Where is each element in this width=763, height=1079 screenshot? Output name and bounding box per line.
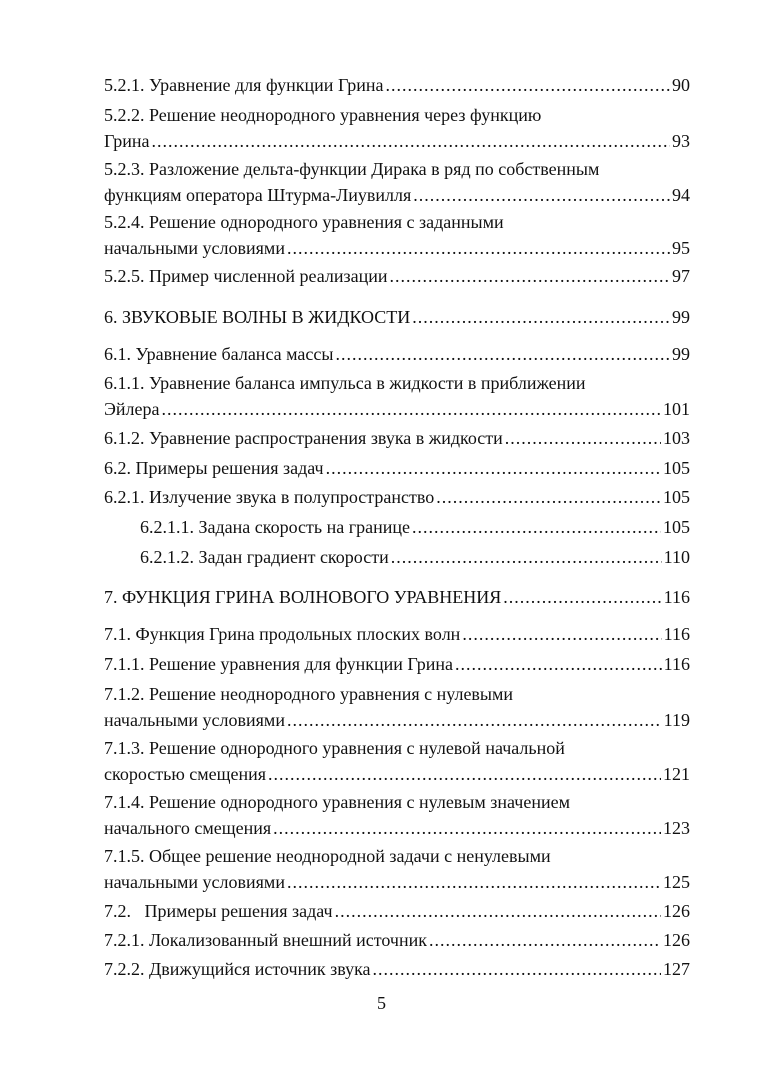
toc-entry-title: 6.2.1. Излучение звука в полупространство: [104, 487, 435, 507]
toc-entry: [104, 707, 690, 733]
toc-entry: [104, 869, 690, 895]
dot-leader: [429, 927, 661, 953]
toc-entry-page: 93: [672, 131, 690, 151]
toc-entry: [104, 396, 690, 422]
toc-entry-title: 7.1.2. Решение неоднородного уравнения с нулевыми: [104, 684, 514, 704]
dot-leader: [505, 425, 661, 451]
dot-leader: [335, 341, 670, 367]
toc-chapter-title: 6. ЗВУКОВЫЕ ВОЛНЫ В ЖИДКОСТИ: [104, 307, 411, 327]
dot-leader: [273, 815, 661, 841]
toc-entry-title: 5.2.3. Разложение дельта-функции Дирака в ряд по собственным: [104, 159, 600, 179]
toc-entry-title: 5.2.4. Решение однородного уравнения с заданными: [104, 212, 504, 232]
dot-leader: [455, 651, 662, 677]
toc-entry-title: 7.1.3. Решение однородного уравнения с нулевой начальной: [104, 738, 565, 758]
toc-entry-page: 110: [663, 547, 690, 567]
dot-leader: [412, 514, 661, 540]
toc-entry: [104, 425, 690, 451]
toc-entry-title-cont: начальными условиями: [104, 872, 285, 892]
dot-leader: [503, 584, 661, 610]
toc-entry-title-cont: скоростью смещения: [104, 764, 267, 784]
toc-entry-title-cont: Эйлера: [104, 399, 160, 419]
toc-entry: [104, 235, 690, 261]
toc-entry-page: 126: [663, 901, 690, 921]
toc-entry-title: 7.1. Функция Грина продольных плоских волн: [104, 624, 461, 644]
toc-entry-page: 116: [663, 587, 690, 607]
toc-entry: [104, 263, 690, 289]
dot-leader: [287, 869, 661, 895]
toc-entry-page: 99: [672, 307, 690, 327]
toc-entry-page: 105: [663, 458, 690, 478]
toc-entry-title: 6.2. Примеры решения задач: [104, 458, 324, 478]
toc-entry: [104, 621, 690, 647]
toc-entry-title-cont: начальными условиями: [104, 238, 285, 258]
toc-entry: [104, 182, 690, 208]
toc-entry: [104, 761, 690, 787]
toc-entry: [104, 72, 690, 98]
dot-leader: [436, 484, 661, 510]
toc-entry: [104, 927, 690, 953]
dot-leader: [326, 455, 661, 481]
toc-chapter-entry: [104, 304, 690, 330]
dot-leader: [287, 235, 670, 261]
dot-leader: [385, 72, 670, 98]
toc-entry: [140, 514, 690, 540]
toc-entry-title: 5.2.2. Решение неоднородного уравнения через функцию: [104, 105, 542, 125]
dot-leader: [391, 544, 662, 570]
dot-leader: [268, 761, 661, 787]
toc-entry: [104, 956, 690, 982]
toc-entry-title: 6.2.1.2. Задан градиент скорости: [140, 547, 389, 567]
toc-chapter-entry: [104, 584, 690, 610]
toc-entry-page: 125: [663, 872, 690, 892]
toc-entry: [104, 898, 690, 924]
toc-entry-page: 126: [663, 930, 690, 950]
toc-entry-title: 6.2.1.1. Задана скорость на границе: [140, 517, 410, 537]
toc-entry: [104, 651, 690, 677]
toc-entry-page: 95: [672, 238, 690, 258]
toc-entry-page: 116: [663, 624, 690, 644]
toc-entry: [104, 455, 690, 481]
toc-entry-title: 7.2. Примеры решения задач: [104, 901, 333, 921]
toc-entry: [104, 484, 690, 510]
dot-leader: [413, 182, 670, 208]
page-number: 5: [377, 993, 386, 1013]
toc-entry: [104, 128, 690, 154]
toc-entry-title: 7.1.5. Общее решение неоднородной задачи с ненулевыми: [104, 846, 551, 866]
toc-entry-title-cont: функциям оператора Штурма-Лиувилля: [104, 185, 412, 205]
toc-entry-title: 7.1.4. Решение однородного уравнения с нулевым значением: [104, 792, 570, 812]
toc-entry-title-cont: Грина: [104, 131, 150, 151]
dot-leader: [412, 304, 670, 330]
toc-entry-page: 105: [663, 487, 690, 507]
toc-entry-title: 7.1.1. Решение уравнения для функции Грина: [104, 654, 453, 674]
dot-leader: [287, 707, 662, 733]
toc-entry-page: 119: [663, 710, 690, 730]
toc-entry-page: 116: [663, 654, 690, 674]
toc-entry-page: 127: [663, 959, 690, 979]
dot-leader: [462, 621, 661, 647]
toc-entry-title: 5.2.5. Пример численной реализации: [104, 266, 388, 286]
toc-entry-title: 5.2.1. Уравнение для функции Грина: [104, 75, 384, 95]
toc-entry-page: 121: [663, 764, 690, 784]
toc-entry-page: 90: [672, 75, 690, 95]
dot-leader: [373, 956, 661, 982]
toc-entry-page: 99: [672, 344, 690, 364]
toc-entry: [104, 815, 690, 841]
toc-entry-title-cont: начальными условиями: [104, 710, 285, 730]
toc-entry-page: 123: [663, 818, 690, 838]
toc-entry-title-cont: начального смещения: [104, 818, 272, 838]
toc-entry-page: 94: [672, 185, 690, 205]
toc-entry-title: 6.1. Уравнение баланса массы: [104, 344, 334, 364]
dot-leader: [390, 263, 670, 289]
toc-entry-title: 6.1.1. Уравнение баланса импульса в жидкости в приближении: [104, 373, 586, 393]
toc-entry-page: 103: [663, 428, 690, 448]
dot-leader: [161, 396, 661, 422]
toc-entry-page: 97: [672, 266, 690, 286]
toc-entry: [140, 544, 690, 570]
toc-entry-page: 105: [663, 517, 690, 537]
toc-entry-title: 6.1.2. Уравнение распространения звука в жидкости: [104, 428, 503, 448]
toc-entry-page: 101: [663, 399, 690, 419]
toc-chapter-title: 7. ФУНКЦИЯ ГРИНА ВОЛНОВОГО УРАВНЕНИЯ: [104, 587, 502, 607]
dot-leader: [152, 128, 670, 154]
toc-entry-title: 7.2.1. Локализованный внешний источник: [104, 930, 427, 950]
toc-entry-title: 7.2.2. Движущийся источник звука: [104, 959, 371, 979]
dot-leader: [335, 898, 661, 924]
toc-entry: [104, 341, 690, 367]
